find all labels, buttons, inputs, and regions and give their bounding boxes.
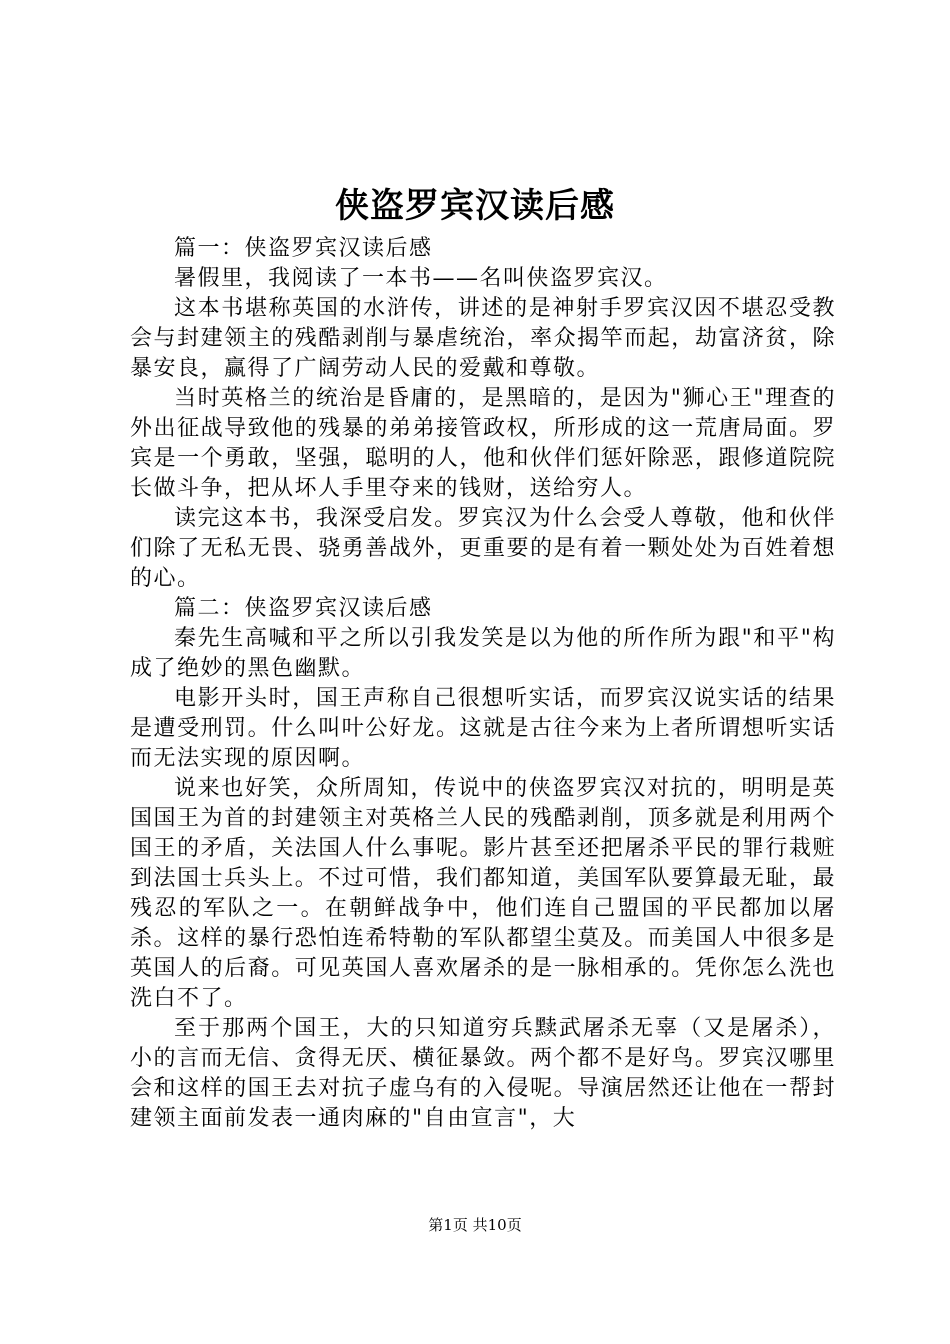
paragraph: 当时英格兰的统治是昏庸的，是黑暗的，是因为"狮心王"理查的外出征战导致他的残暴的弟弟接管政权，所形成的这一荒唐局面。罗宾是一个勇敢，坚强，聪明的人，他和伙伴们惩奸除恶，跟修道院院长做斗争，把从坏人手里夺来的钱财，送给穷人。 xyxy=(130,386,836,501)
document-body xyxy=(130,234,836,1134)
section-heading-2: 篇二：侠盗罗宾汉读后感 xyxy=(174,596,433,621)
section-heading-1: 篇一：侠盗罗宾汉读后感 xyxy=(174,236,433,261)
paragraph: 这本书堪称英国的水浒传，讲述的是神射手罗宾汉因不堪忍受教会与封建领主的残酷剥削与暴虐统治，率众揭竿而起，劫富济贫，除暴安良，赢得了广阔劳动人民的爱戴和尊敬。 xyxy=(130,296,836,381)
paragraph: 秦先生高喊和平之所以引我发笑是以为他的所作所为跟"和平"构成了绝妙的黑色幽默。 xyxy=(130,626,836,681)
paragraph: 读完这本书，我深受启发。罗宾汉为什么会受人尊敬，他和伙伴们除了无私无畏、骁勇善战外，更重要的是有着一颗处处为百姓着想的心。 xyxy=(130,506,836,591)
page-number-footer: 第1页 共10页 xyxy=(428,1216,522,1234)
paragraph: 至于那两个国王，大的只知道穷兵黩武屠杀无辜（又是屠杀），小的言而无信、贪得无厌、横征暴敛。两个都不是好鸟。罗宾汉哪里会和这样的国王去对抗子虚乌有的入侵呢。导演居然还让他在一帮封建领主面前发表一通肉麻的"自由宣言"，大 xyxy=(130,1016,836,1131)
paragraph: 电影开头时，国王声称自己很想听实话，而罗宾汉说实话的结果是遭受刑罚。什么叫叶公好龙。这就是古往今来为上者所谓想听实话而无法实现的原因啊。 xyxy=(130,686,836,771)
document-title: 侠盗罗宾汉读后感 xyxy=(335,186,615,226)
paragraph: 暑假里，我阅读了一本书——名叫侠盗罗宾汉。 xyxy=(174,266,668,291)
paragraph: 说来也好笑，众所周知，传说中的侠盗罗宾汉对抗的，明明是英国国王为首的封建领主对英格兰人民的残酷剥削，顶多就是利用两个国王的矛盾，关法国人什么事呢。影片甚至还把屠杀平民的罪行栽赃到法国士兵头上。不过可惜，我们都知道，美国军队要算最无耻，最残忍的军队之一。在朝鲜战争中，他们连自己盟国的平民都加以屠杀。这样的暴行恐怕连希特勒的军队都望尘莫及。而美国人中很多是英国人的后裔。可见英国人喜欢屠杀的是一脉相承的。凭你怎么洗也洗白不了。 xyxy=(130,776,836,1011)
